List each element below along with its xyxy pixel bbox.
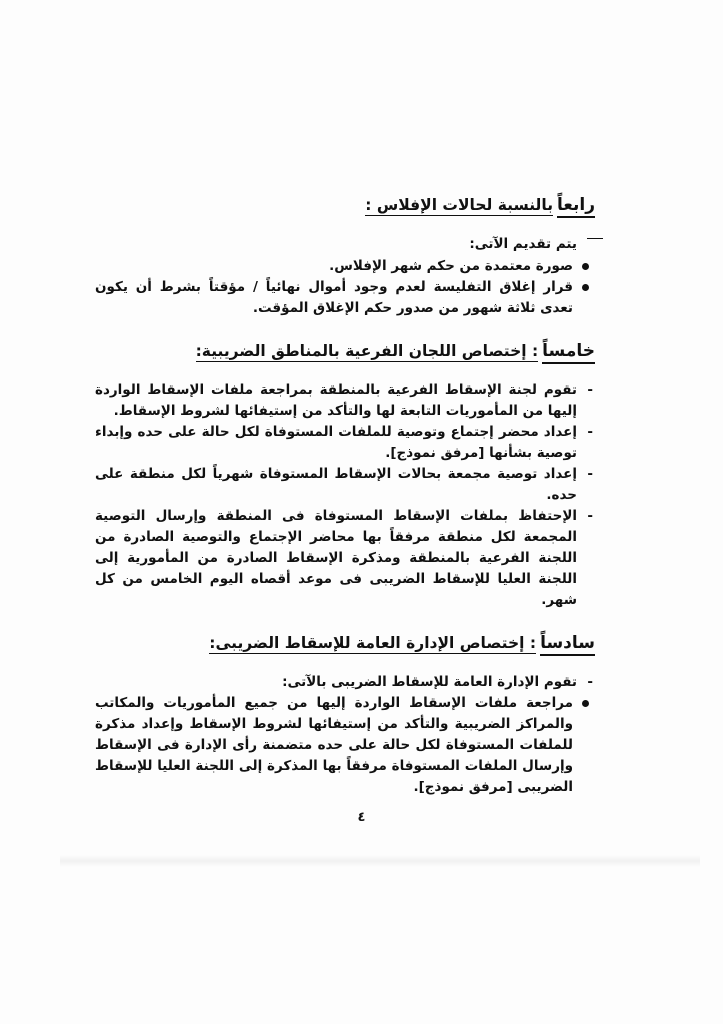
dash-marker: - — [587, 382, 593, 398]
list-item: - إعداد محضر إجتماع وتوصية للملفات المستوفاة لكل حالة على حده وإبداء توصية بشأنها [مرفق نموذج]. — [95, 424, 593, 461]
list-item: قرار إغلاق التفليسة لعدم وجود أموال نهائياً / مؤقتاً بشرط أن يكون تعدى ثلاثة شهور من صدور حكم الإغلاق المؤقت. — [95, 277, 595, 319]
section-list — [95, 672, 595, 798]
section-label: خامساً — [542, 341, 595, 364]
list-item: - تقوم لجنة الإسقاط الفرعية بالمنطقة بمراجعة ملفات الإسقاط الواردة إليها من المأموريات التابعة لها والتأكد من إستيفائها لشروط الإسقاط. — [95, 382, 593, 419]
list-item: - تقوم الإدارة العامة للإسقاط الضريبى بالآتى: — [95, 672, 595, 693]
list-item: - الإحتفاظ بملفات الإسقاط المستوفاة فى المنطقة وإرسال التوصية المجمعة لكل منطقة مرفقاً بها محاضر الإجتماع والتوصية الصادرة من اللجنة الفرعية بالمنطقة ومذكرة الإسقاط الصادرة من المأمورية إلى اللجنة العليا للإسقاط الضريبى فى موعد أقصاه اليوم الخامس من كل شهر. — [95, 508, 593, 608]
section-list — [95, 380, 595, 611]
bullet-icon — [582, 284, 589, 291]
section-heading — [95, 633, 595, 656]
section-heading — [95, 341, 595, 364]
page-number: ٤ — [357, 810, 366, 825]
bullet-icon — [582, 263, 589, 270]
section-subcommittees — [95, 341, 595, 611]
dash-marker: - — [587, 424, 593, 440]
list-item: مراجعة ملفات الإسقاط الواردة إليها من جميع المأموريات والمكاتب والمراكز الضريبية والتأكد من إستيفائها لشروط الإسقاط وإعداد مذكرة للملفات المستوفاة لكل حالة على حده متضمنة رأى الإدارة فى الإسقاط وإرسال الملفات المستوفاة مرفقاً بها المذكرة إلى اللجنة العليا للإسقاط الضريبى [مرفق نموذج]. — [95, 693, 595, 798]
list-item: - إعداد توصية مجمعة بحالات الإسقاط المستوفاة شهرياً لكل منطقة على حده. — [95, 466, 593, 503]
section-label: سادساً — [540, 633, 595, 656]
section-general-administration — [95, 633, 595, 798]
section-title: بالنسبة لحالات الإفلاس : — [365, 196, 554, 214]
section-title: : إختصاص اللجان الفرعية بالمناطق الضريبية: — [195, 342, 539, 360]
bullet-icon — [582, 700, 589, 707]
list-item: صورة معتمدة من حكم شهر الإفلاس. — [95, 256, 595, 277]
document-body — [95, 185, 595, 798]
section-bankruptcy — [95, 195, 595, 319]
dash-marker — [587, 238, 603, 239]
section-label: رابعاً — [557, 195, 595, 218]
scan-shadow — [60, 855, 700, 867]
section-title: : إختصاص الإدارة العامة للإسقاط الضريبى: — [209, 634, 537, 652]
dash-marker: - — [587, 674, 593, 690]
dash-marker: - — [587, 508, 593, 524]
section-heading — [95, 195, 595, 218]
section-intro: يتم تقديم الآتى: — [95, 236, 595, 252]
dash-marker: - — [587, 466, 593, 482]
